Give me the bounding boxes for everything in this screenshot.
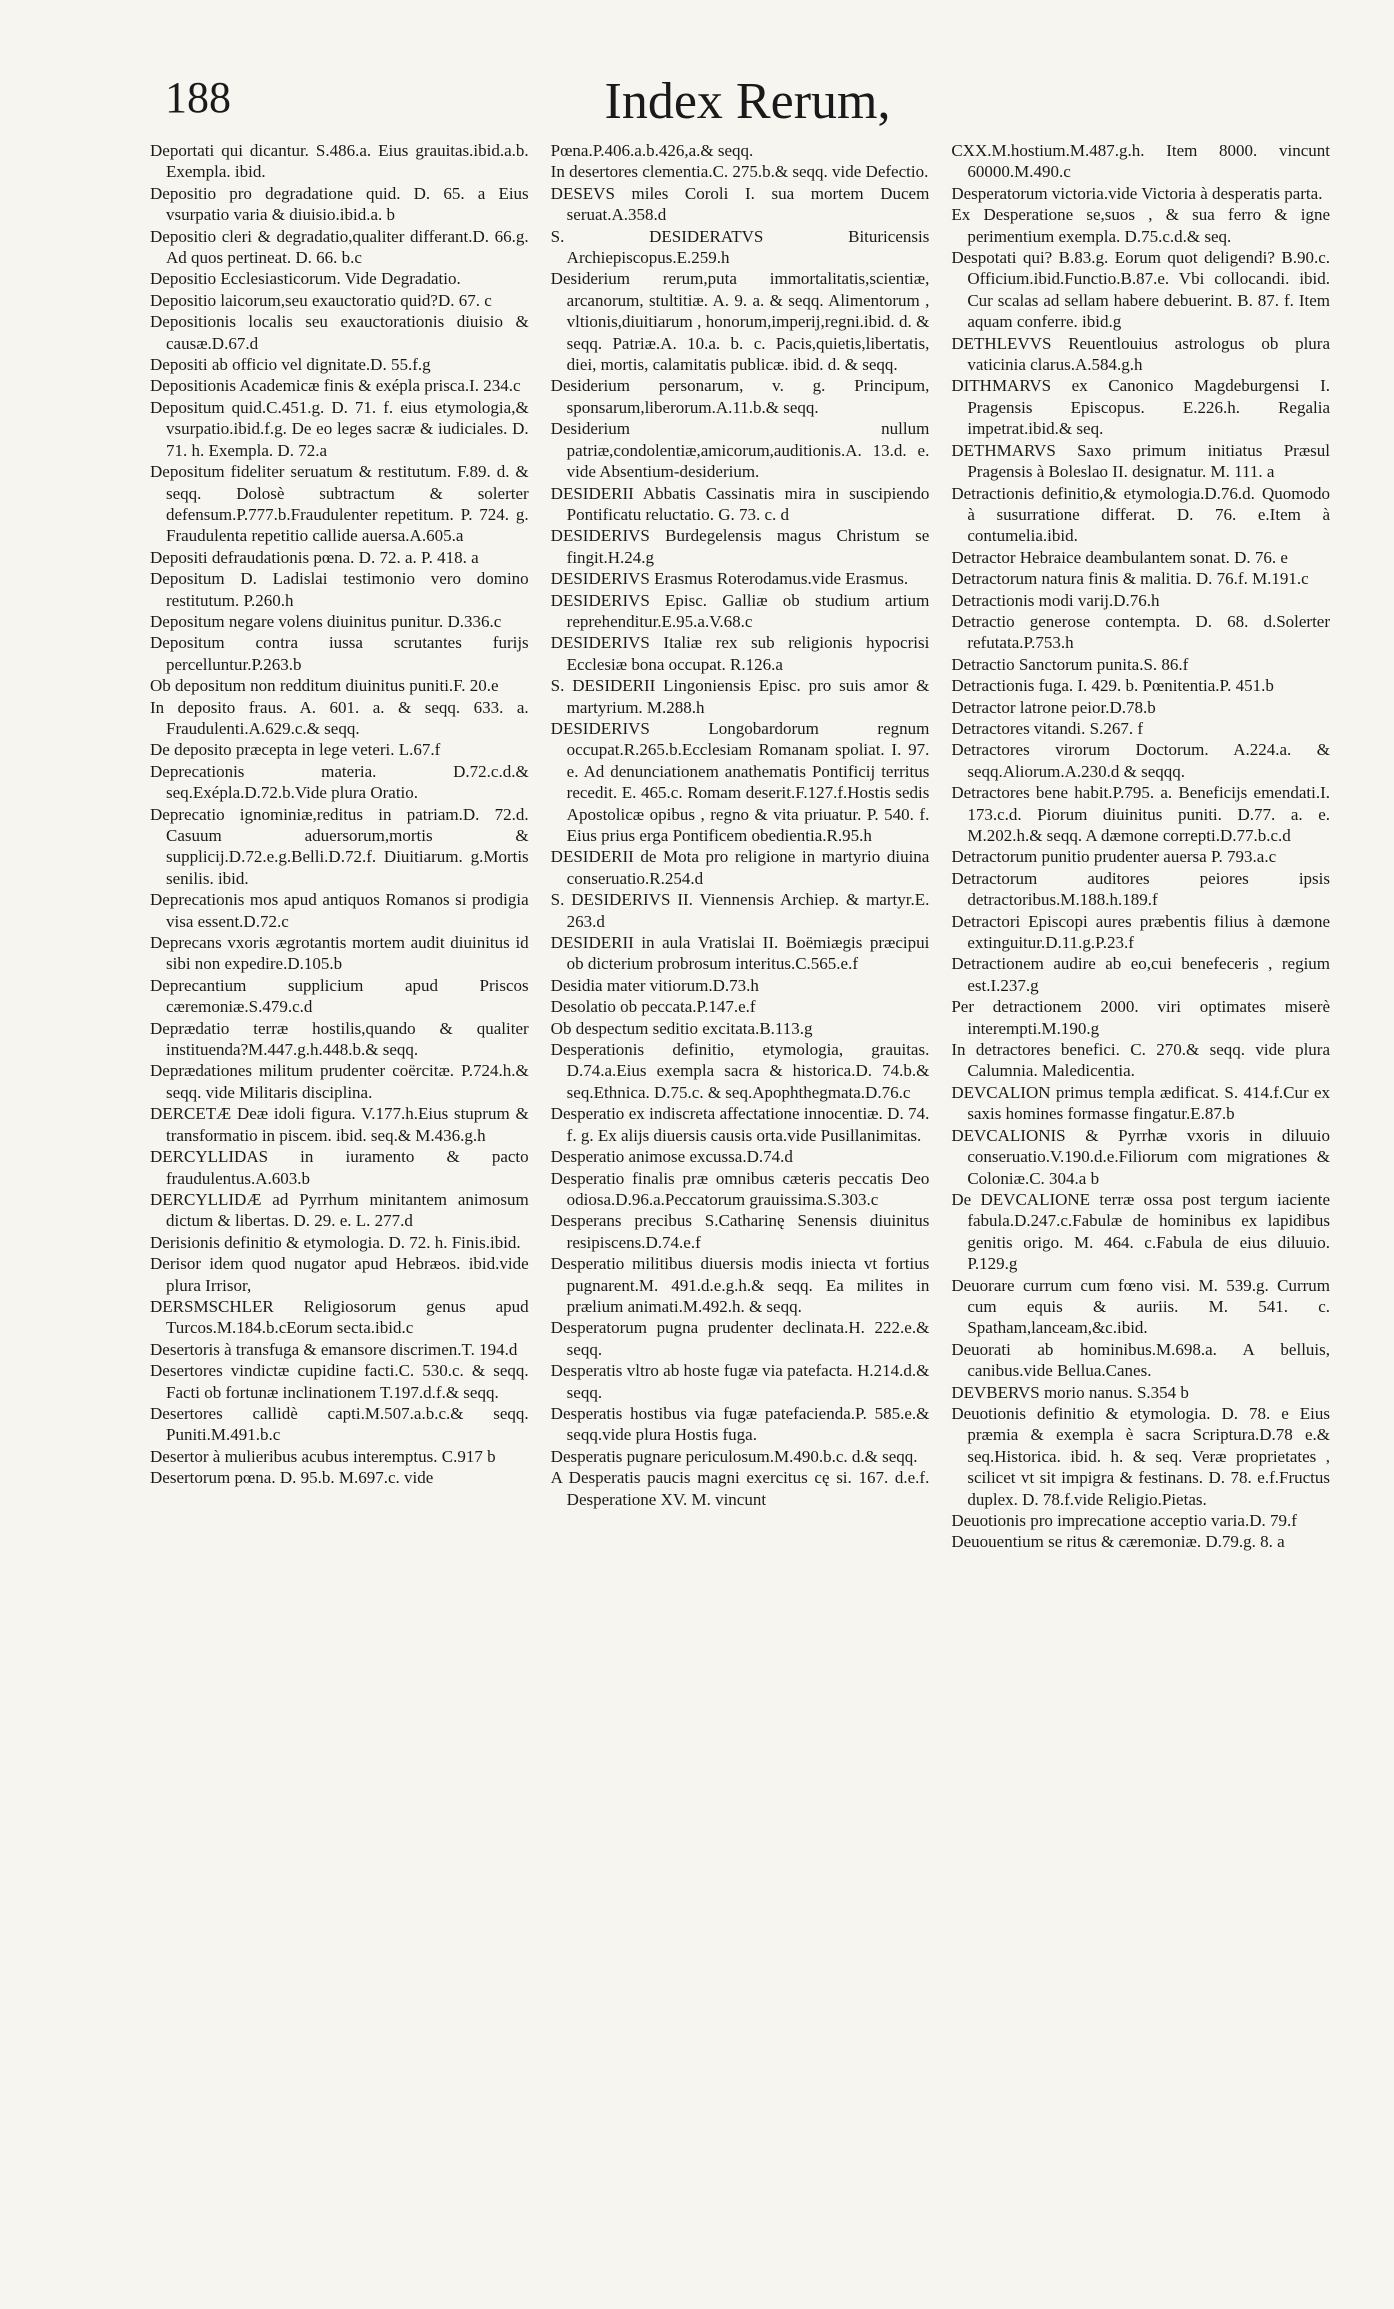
index-entry: Desperatio ex indiscreta affectatione innocentiæ. D. 74. f. g. Ex alijs diuersis causis orta.vide Pusillanimitas.	[550, 1104, 930, 1145]
index-entry: Depositionis localis seu exauctorationis diuisio & causæ.D.67.d	[150, 312, 529, 353]
index-entry: Depositi ab officio vel dignitate.D. 55.f.g	[150, 355, 431, 375]
index-entry: Detractor latrone peior.D.78.b	[951, 697, 1156, 717]
index-entry: Despotati qui? B.83.g. Eorum quot deligendi? B.90.c. Officium.ibid.Functio.B.87.e. Vbi collocandi. ibid. Cur scalas ad sellam habere debuerint. B. 87. f. Item aquam conferre. ibid.g	[951, 248, 1330, 332]
index-entry: Deuotionis pro imprecatione acceptio varia.D. 79.f	[951, 1511, 1297, 1530]
index-entry: Deprecationis mos apud antiquos Romanos si prodigia visa essent.D.72.c	[150, 890, 529, 931]
index-entry: Desolatio ob peccata.P.147.e.f	[550, 997, 756, 1017]
index-entry: DERSMSCHLER Religiosorum genus apud Turcos.M.184.b.cEorum secta.ibid.c	[150, 1296, 529, 1338]
index-entry: DETHLEVVS Reuentlouius astrologus ob plura vaticinia clarus.A.584.g.h	[951, 333, 1330, 375]
index-entry: Per detractionem 2000. viri optimates miserè interempti.M.190.g	[951, 997, 1330, 1038]
index-entry: Desperatorum pugna prudenter declinata.H. 222.e.& seqq.	[550, 1318, 930, 1359]
index-entry: DESIDERIVS Erasmus Roterodamus.vide Erasmus.	[550, 569, 909, 589]
index-entry: Ob despectum seditio excitata.B.113.g	[550, 1018, 813, 1038]
index-entry: Detractores bene habit.P.795. a. Beneficijs emendati.I. 173.c.d. Piorum diuinitus puniti. D.77. a. e. M.202.h.& seqq. A dæmone correpti.D.77.b.c.d	[951, 783, 1330, 845]
index-entry: DESEVS miles Coroli I. sua mortem Ducem seruat.A.358.d	[550, 183, 930, 225]
index-entry: DERCYLLIDAS in iuramento & pacto fraudulentus.A.603.b	[150, 1147, 529, 1188]
index-entry: Desiderium personarum, v. g. Principum, sponsarum,liberorum.A.11.b.& seqq.	[550, 376, 930, 417]
index-entry: Depositum contra iussa scrutantes furijs percelluntur.P.263.b	[150, 633, 529, 674]
index-entry: Detractorum auditores peiores ipsis detractoribus.M.188.h.189.f	[951, 868, 1330, 910]
index-entry: Deuouentium se ritus & cæremoniæ. D.79.g. 8. a	[951, 1532, 1285, 1552]
index-entry: Depositum quid.C.451.g. D. 71. f. eius etymologia,& vsurpatio.ibid.f.g. De eo leges sacræ & iudiciales. D. 71. h. Exempla. D. 72.a	[150, 397, 529, 460]
index-entry: Desperatis pugnare periculosum.M.490.b.c. d.& seqq.	[550, 1446, 918, 1466]
index-entry: Depositum fideliter seruatum & restitutum. F.89. d. & seqq. Dolosè subtractum & solerter defensum.P.777.b.Fraudulenter repetitum. P. 724. g. Fraudulenta repetitio callide auersa.A.605.a	[150, 462, 529, 546]
index-entry: Detractio Sanctorum punita.S. 86.f	[951, 654, 1189, 674]
index-entry: Deprecatio ignominiæ,reditus in patriam.D. 72.d. Casuum aduersorum,mortis & supplicij.D.72.e.g.Belli.D.72.f. Diuitiarum. g.Mortis senilis. ibid.	[150, 804, 529, 888]
index-entry: DEVCALIONIS & Pyrrhæ vxoris in diluuio conseruatio.V.190.d.e.Filiorum com migrationes & Coloniæ.C. 304.a b	[951, 1125, 1330, 1188]
index-entry: Depositio cleri & degradatio,qualiter differant.D. 66.g. Ad quos pertineat. D. 66. b.c	[150, 226, 529, 268]
index-entry: DERCYLLIDÆ ad Pyrrhum minitantem animosum dictum & libertas. D. 29. e. L. 277.d	[150, 1189, 529, 1231]
index-entry: Desperatio animose excussa.D.74.d	[550, 1147, 793, 1167]
index-entry: In desertores clementia.C. 275.b.& seqq. vide Defectio.	[550, 162, 929, 182]
index-entry: Desperatio finalis præ omnibus cæteris peccatis Deo odiosa.D.96.a.Peccatorum grauissima.S.303.c	[550, 1168, 930, 1209]
index-entry: S. DESIDERATVS Bituricensis Archiepiscopus.E.259.h	[550, 226, 930, 268]
index-entry: Detractorum punitio prudenter auersa P. 793.a.c	[951, 847, 1277, 867]
index-entry: CXX.M.hostium.M.487.g.h. Item 8000. vincunt 60000.M.490.c	[951, 141, 1330, 182]
index-entry: S. DESIDERIVS II. Viennensis Archiep. & martyr.E. 263.d	[550, 890, 930, 931]
index-column-left	[150, 140, 529, 2260]
index-entry: Desertores callidè capti.M.507.a.b.c.& seqq. Puniti.M.491.b.c	[150, 1403, 529, 1445]
index-entry: DESIDERII Abbatis Cassinatis mira in suscipiendo Pontificatu reluctatio. G. 73. c. d	[550, 483, 930, 524]
index-entry: Ex Desperatione se,suos , & sua ferro & igne perimentium exempla. D.75.c.d.& seq.	[951, 205, 1330, 246]
index-entry: Depositio laicorum,seu exauctoratio quid?D. 67. c	[150, 290, 492, 310]
index-entry: In deposito fraus. A. 601. a. & seqq. 633. a. Fraudulenti.A.629.c.& seqq.	[150, 697, 529, 738]
index-entry: In detractores benefici. C. 270.& seqq. vide plura Calumnia. Maledicentia.	[951, 1040, 1330, 1081]
index-entry: Deportati qui dicantur. S.486.a. Eius grauitas.ibid.a.b. Exempla. ibid.	[150, 141, 529, 182]
index-entry: De DEVCALIONE terræ ossa post tergum iaciente fabula.D.247.c.Fabulæ de hominibus ex lapidibus genitis origo. M. 464. c.Fabula de eius diluuio. P.129.g	[951, 1189, 1330, 1274]
index-entry: DESIDERIVS Episc. Galliæ ob studium artium reprehenditur.E.95.a.V.68.c	[550, 590, 930, 631]
index-entry: DESIDERIVS Italiæ rex sub religionis hypocrisi Ecclesiæ bona occupat. R.126.a	[550, 633, 930, 674]
index-entry: DITHMARVS ex Canonico Magdeburgensi I. Pragensis Episcopus. E.226.h. Regalia impetrat.ibid.& seq.	[951, 376, 1330, 439]
index-entry: Detractio generose contempta. D. 68. d.Solerter refutata.P.753.h	[951, 611, 1330, 653]
index-entry: Detractionis fuga. I. 429. b. Pœnitentia.P. 451.b	[951, 676, 1274, 696]
index-entry: Ob depositum non redditum diuinitus puniti.F. 20.e	[150, 676, 499, 696]
index-entry: DESIDERII in aula Vratislai II. Boëmiægis præcipui ob dicterium probrosum interitus.C.565.e.f	[550, 933, 930, 974]
page-number: 188	[165, 73, 231, 122]
index-entry: Desperans precibus S.Catharinę Senensis diuinitus resipiscens.D.74.e.f	[550, 1211, 930, 1252]
index-entry: Depositio pro degradatione quid. D. 65. a Eius vsurpatio varia & diuisio.ibid.a. b	[150, 183, 529, 225]
index-entry: Desperationis definitio, etymologia, grauitas. D.74.a.Eius exempla sacra & historica.D. 74.b.& seq.Ethnica. D.75.c. & seq.Apophthegmata.D.76.c	[550, 1040, 930, 1102]
index-entry: DEVBERVS morio nanus. S.354 b	[951, 1382, 1189, 1402]
index-entry: Desperatorum victoria.vide Victoria à desperatis parta.	[951, 183, 1323, 203]
index-entry: De deposito præcepta in lege veteri. L.67.f	[150, 740, 441, 760]
index-entry: Detractionis definitio,& etymologia.D.76.d. Quomodo à susurratione differat. D. 76. e.Item à contumelia.ibid.	[951, 483, 1330, 546]
index-entry: Depositionis Academicæ finis & exépla prisca.I. 234.c	[150, 376, 521, 396]
index-entry: DETHMARVS Saxo primum initiatus Præsul Pragensis à Boleslao II. designatur. M. 111. a	[951, 440, 1330, 482]
index-entry: Detractorum natura finis & malitia. D. 76.f. M.191.c	[951, 569, 1309, 589]
index-entry: Depositum D. Ladislai testimonio vero domino restitutum. P.260.h	[150, 569, 529, 610]
index-entry: Depositum negare volens diuinitus punitur. D.336.c	[150, 611, 502, 631]
index-entry: Desertorum pœna. D. 95.b. M.697.c. vide	[150, 1468, 434, 1488]
index-entry: Depositi defraudationis pœna. D. 72. a. P. 418. a	[150, 547, 479, 567]
index-entry: Desidia mater vitiorum.D.73.h	[550, 975, 759, 995]
index-entry: Detractori Episcopi aures præbentis filius à dæmone extinguitur.D.11.g.P.23.f	[951, 911, 1330, 953]
index-entry: Desperatis vltro ab hoste fugæ via patefacta. H.214.d.& seqq.	[550, 1361, 930, 1402]
page-header	[165, 72, 1330, 142]
index-entry: Deuotionis definitio & etymologia. D. 78. e Eius præmia & exempla è sacra Scriptura.D.78 e.& seq.Historica. ibid. h. & seq. Veræ proprietates , scilicet vt sit impigra & festinans. D. 78. e.f.Fructus duplex. D. 78.f.vide Religio.Pietas.	[951, 1403, 1330, 1509]
index-entry: Derisor idem quod nugator apud Hebræos. ibid.vide plura Irrisor,	[150, 1254, 529, 1295]
index-entry: DESIDERIVS Longobardorum regnum occupat.R.265.b.Ecclesiam Romanam spoliat. I. 97. e. Ad denunciationem anathematis Pontificij territus recedit. E. 465.c. Romam deserit.F.127.f.Hostis sedis Apostolicæ opibus , regno & vita priuatur. P. 540. f. Eius prius erga Pontificem obedientia.R.95.h	[550, 718, 930, 845]
index-entry: Desperatis hostibus via fugæ patefacienda.P. 585.e.& seqq.vide plura Hostis fuga.	[550, 1403, 930, 1445]
index-entry: Detractores vitandi. S.267. f	[951, 718, 1144, 738]
index-entry: S. DESIDERII Lingoniensis Episc. pro suis amor & martyrium. M.288.h	[550, 676, 930, 717]
index-entry: Detractor Hebraice deambulantem sonat. D. 76. e	[951, 547, 1288, 567]
index-entry: Deprædatio terræ hostilis,quando & qualiter instituenda?M.447.g.h.448.b.& seqq.	[150, 1018, 529, 1060]
index-entry: Depositio Ecclesiasticorum. Vide Degradatio.	[150, 269, 461, 289]
index-entry: Deuorati ab hominibus.M.698.a. A belluis, canibus.vide Bellua.Canes.	[951, 1339, 1330, 1381]
index-entry: DESIDERIVS Burdegelensis magus Christum se fingit.H.24.g	[550, 526, 930, 567]
index-entry: Deprecans vxoris ægrotantis mortem audit diuinitus id sibi non expedire.D.105.b	[150, 933, 529, 974]
index-entry: Detractores virorum Doctorum. A.224.a. & seqq.Aliorum.A.230.d & seqqq.	[951, 740, 1330, 781]
index-entry: Deprecationis materia. D.72.c.d.& seq.Exépla.D.72.b.Vide plura Oratio.	[150, 761, 529, 803]
index-entry: Deuorare currum cum fœno visi. M. 539.g. Currum cum equis & auriis. M. 541. c. Spatham,lanceam,&c.ibid.	[951, 1275, 1330, 1338]
index-columns	[150, 140, 1330, 2260]
index-entry: Detractionem audire ab eo,cui benefeceris , regium est.I.237.g	[951, 954, 1330, 995]
index-entry: Desertor à mulieribus acubus interemptus. C.917 b	[150, 1446, 496, 1466]
index-entry: Desperatio militibus diuersis modis iniecta vt fortius pugnarent.M. 491.d.e.g.h.& seqq. Ea milites in prælium animati.M.492.h. & seqq.	[550, 1254, 930, 1316]
index-entry: DESIDERII de Mota pro religione in martyrio diuina conseruatio.R.254.d	[550, 847, 930, 888]
index-entry: Desiderium rerum,puta immortalitatis,scientiæ, arcanorum, stultitiæ. A. 9. a. & seqq. Alimentorum , vltionis,diuitiarum , honorum,imperij,regni.ibid. d. & seqq. Patriæ.A. 10.a. b. c. Pacis,quietis,libertatis, diei, mortis, calamitatis publicæ. ibid. d. & seqq.	[550, 269, 930, 375]
index-entry: Deprecantium supplicium apud Priscos cæremoniæ.S.479.c.d	[150, 975, 529, 1017]
index-entry: Detractionis modi varij.D.76.h	[951, 590, 1160, 610]
index-column-right	[951, 140, 1330, 2260]
index-entry: Desertoris à transfuga & emansore discrimen.T. 194.d	[150, 1339, 518, 1359]
index-entry: DERCETÆ Deæ idoli figura. V.177.h.Eius stuprum & transformatio in piscem. ibid. seq.& M.436.g.h	[150, 1104, 529, 1145]
running-title: Index Rerum,	[604, 73, 891, 130]
index-entry: Derisionis definitio & etymologia. D. 72. h. Finis.ibid.	[150, 1232, 521, 1252]
index-entry: Pœna.P.406.a.b.426,a.& seqq.	[550, 141, 754, 160]
index-entry: A Desperatis paucis magni exercitus cę si. 167. d.e.f. Desperatione XV. M. vincunt	[550, 1468, 930, 1509]
index-entry: Desiderium nullum patriæ,condolentiæ,amicorum,auditionis.A. 13.d. e. vide Absentium-desiderium.	[550, 419, 930, 482]
index-entry: Deprædationes militum prudenter coërcitæ. P.724.h.& seqq. vide Militaris disciplina.	[150, 1061, 529, 1102]
index-column-middle	[551, 140, 930, 2260]
index-entry: DEVCALION primus templa ædificat. S. 414.f.Cur ex saxis homines formasse fingatur.E.87.b	[951, 1082, 1330, 1124]
index-entry: Desertores vindictæ cupidine facti.C. 530.c. & seqq. Facti ob fortunæ inclinationem T.197.d.f.& seqq.	[150, 1361, 529, 1402]
